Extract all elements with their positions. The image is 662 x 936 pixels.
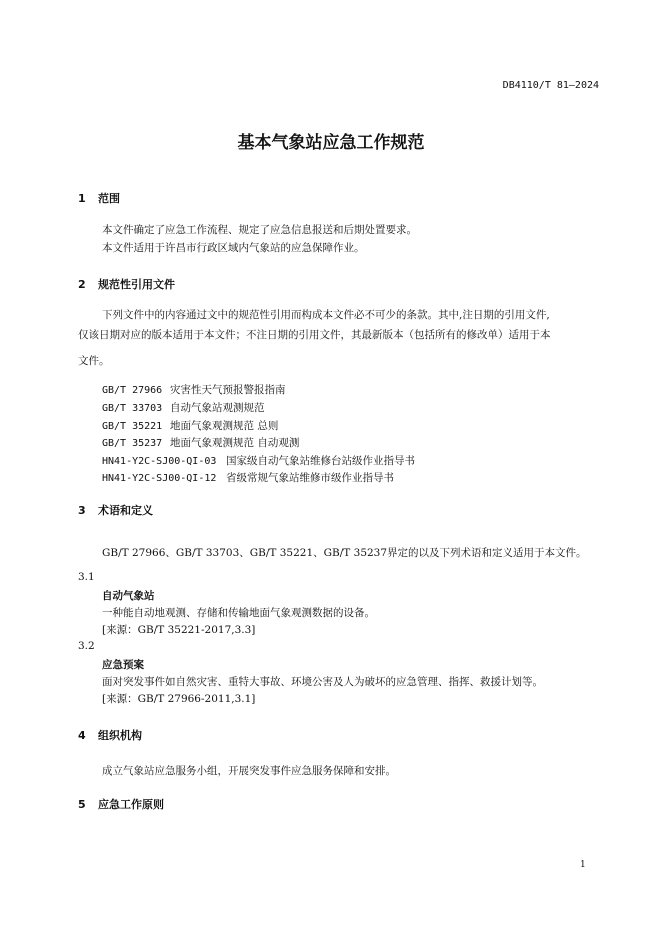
- paragraph: 本文件确定了应急工作流程、规定了应急信息报送和后期处置要求。: [102, 224, 417, 236]
- section-number: 4: [78, 729, 86, 742]
- section-number: 2: [78, 278, 86, 291]
- document-code: DB4110/T 81—2024: [502, 80, 599, 91]
- reference-title: 国家级自动气象站维修台站级作业指导书: [226, 455, 415, 467]
- paragraph: 成立气象站应急服务小组，开展突发事件应急服务保障和安排。: [102, 765, 396, 777]
- reference-title: 自动气象站观测规范: [170, 402, 265, 414]
- page-number: 1: [580, 860, 586, 870]
- reference-code: GB/T 35221: [102, 421, 163, 432]
- reference-code: GB/T 35237: [102, 438, 163, 449]
- term-source: [来源：GB/T 35221-2017,3.3]: [102, 624, 256, 636]
- reference-title: 灾害性天气预报警报指南: [170, 384, 286, 396]
- reference-item: [102, 431, 299, 450]
- section-number: 5: [78, 798, 86, 811]
- section-title: 应急工作原则: [98, 798, 164, 811]
- paragraph: GB/T 27966、GB/T 33703、GB/T 35221、GB/T 35237界定的以及下列术语和定义适用于本文件。: [102, 547, 587, 559]
- section-title: 组织机构: [98, 729, 142, 742]
- term-source: [来源：GB/T 27966-2011,3.1]: [102, 693, 256, 705]
- term-number: 3.1: [78, 571, 95, 583]
- section-title: 范围: [98, 192, 120, 205]
- section-3-heading: [78, 502, 153, 518]
- term-name: 应急预案: [102, 659, 144, 671]
- term-definition: 一种能自动地观测、存储和传输地面气象观测数据的设备。: [102, 607, 375, 619]
- reference-item: [102, 396, 265, 415]
- reference-code: HN41-Y2C-SJ00-QI-03: [102, 456, 217, 467]
- reference-code: HN41-Y2C-SJ00-QI-12: [102, 473, 217, 484]
- section-number: 1: [78, 192, 86, 205]
- section-1-heading: [78, 190, 120, 206]
- term-name: 自动气象站: [102, 590, 155, 602]
- paragraph-line: 下列文件中的内容通过文中的规范性引用而构成本文件必不可少的条款。其中,注日期的引用文件,: [102, 309, 550, 321]
- section-5-heading: [78, 796, 164, 812]
- reference-title: 地面气象观测规范 自动观测: [170, 437, 300, 449]
- term-definition: 面对突发事件如自然灾害、重特大事故、环境公害及人为破坏的应急管理、指挥、救援计划等。: [102, 676, 543, 688]
- reference-item: [102, 466, 394, 485]
- paragraph-line: 仅该日期对应的版本适用于本文件；不注日期的引用文件，其最新版本（包括所有的修改单）适用于本: [78, 329, 551, 341]
- document-title: 基本气象站应急工作规范: [237, 133, 425, 153]
- reference-item: [102, 378, 286, 397]
- reference-code: GB/T 33703: [102, 403, 163, 414]
- reference-code: GB/T 27966: [102, 385, 163, 396]
- reference-title: 省级常规气象站维修市级作业指导书: [226, 472, 394, 484]
- section-title: 规范性引用文件: [98, 278, 175, 291]
- section-number: 3: [78, 504, 86, 517]
- section-title: 术语和定义: [98, 504, 153, 517]
- paragraph: 本文件适用于许昌市行政区域内气象站的应急保障作业。: [102, 242, 365, 254]
- section-2-heading: [78, 276, 175, 292]
- term-number: 3.2: [78, 640, 95, 652]
- paragraph-line: 文件。: [78, 355, 110, 367]
- reference-title: 地面气象观测规范 总则: [170, 420, 279, 432]
- section-4-heading: [78, 727, 142, 743]
